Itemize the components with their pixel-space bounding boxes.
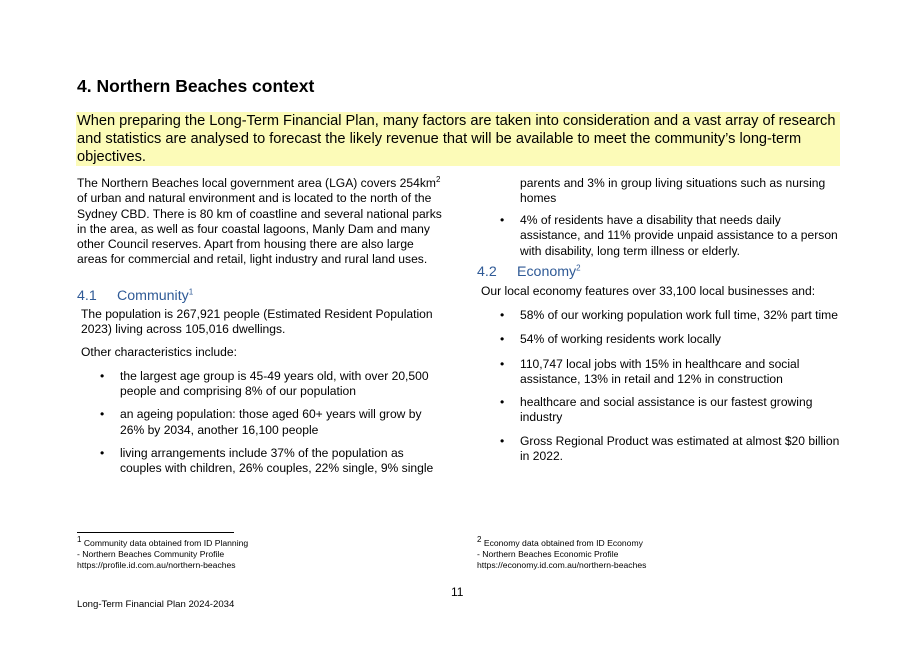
lga-text: The Northern Beaches local government area (LGA) covers 254km bbox=[77, 176, 436, 190]
list-item: • an ageing population: those aged 60+ years will grow by 26% by 2034, another 16,100 people bbox=[100, 407, 422, 437]
list-item: • healthcare and social assistance is our fastest growing industry bbox=[500, 395, 813, 425]
footnote-mark: 2 bbox=[477, 535, 482, 545]
bullet-glyph: • bbox=[500, 213, 505, 227]
bullet-glyph: • bbox=[100, 445, 105, 460]
left-bullet-list bbox=[78, 369, 443, 476]
section-4-1-heading bbox=[77, 288, 193, 304]
section-number: 4.2 bbox=[477, 264, 497, 280]
list-item: • 54% of working residents work locally bbox=[500, 332, 721, 347]
bullet-glyph: • bbox=[100, 407, 105, 422]
other-characteristics bbox=[81, 345, 441, 360]
footnote-mark: 1 bbox=[77, 535, 82, 545]
page-heading: 4. Northern Beaches context bbox=[77, 76, 315, 96]
footnote-ref-2[interactable]: 2 bbox=[576, 263, 581, 273]
bullet-glyph: • bbox=[500, 433, 505, 448]
list-item: • the largest age group is 45-49 years old, with over 20,500 people and comprising 8% of our population bbox=[100, 369, 429, 399]
population-paragraph bbox=[81, 307, 441, 338]
section-title: Community bbox=[117, 288, 189, 304]
right-top-bullet-list bbox=[478, 213, 843, 259]
bullet-glyph: • bbox=[500, 356, 505, 371]
footnote-ref-1[interactable]: 1 bbox=[188, 287, 194, 297]
lga-paragraph bbox=[77, 176, 442, 268]
footnote-link[interactable]: https://economy.id.com.au/northern-beaches bbox=[477, 560, 647, 570]
footnote-1: $^1$ Community data obtained from ID Planning - Northern Beaches Community Profile https://profile.id.com.au/northern-beaches bbox=[77, 538, 377, 571]
page-footer: Long-Term Financial Plan 2024-2034 bbox=[77, 599, 235, 610]
list-item: • living arrangements include 37% of the population as couples with children, 26% couples, 22% single, 9% single bbox=[100, 445, 434, 475]
bullet-glyph: • bbox=[500, 395, 505, 410]
economy-bullet-list bbox=[478, 308, 843, 464]
intro-paragraph: When preparing the Long-Term Financial Plan, many factors are taken into consideration and a vast array of research and statistics are analysed to forecast the likely revenue that will be available to meet the community’s long-term objectives. bbox=[77, 113, 836, 166]
section-4-2-heading bbox=[477, 264, 581, 280]
list-item: • 58% of our working population work full time, 32% part time bbox=[500, 308, 838, 322]
list-item: • 110,747 local jobs with 15% in healthcare and social assistance, 13% in retail and 12% in construction bbox=[500, 356, 800, 386]
lga-text-cont: of urban and natural environment and is located to the north of the Sydney CBD. There is 80 km of coastline and several national parks in the area, as well as four coastal lagoons, Manly Dam and many other Council reserves. Apart from housing there are also large areas for commercial and retail, light industry and rural land uses. bbox=[77, 191, 442, 267]
bullet-glyph: • bbox=[100, 369, 105, 383]
footnote-separator bbox=[77, 532, 234, 533]
economy-intro: Our local economy features over 33,100 local businesses and: bbox=[481, 284, 816, 298]
continued-text: parents and 3% in group living situations such as nursing homes bbox=[520, 176, 826, 206]
bullet-glyph: • bbox=[500, 308, 505, 322]
list-item: • Gross Regional Product was estimated at almost $20 billion in 2022. bbox=[500, 433, 840, 464]
footnote-2: $^2$ Economy data obtained from ID Economy - Northern Beaches Economic Profile https://economy.id.com.au/northern-beaches bbox=[477, 538, 777, 571]
section-title: Economy bbox=[517, 264, 577, 280]
population-text: The population is 267,921 people (Estimated Resident Population 2023) living across 105,016 dwellings. bbox=[81, 307, 433, 337]
other-text: Other characteristics include: bbox=[81, 345, 237, 359]
lga-superscript: 2 bbox=[435, 174, 441, 184]
page-number: 11 bbox=[451, 585, 464, 599]
list-item: • 4% of residents have a disability that needs daily assistance, and 11% provide unpaid assistance to a person with disability, long term illness or elderly. bbox=[500, 213, 838, 258]
section-number: 4.1 bbox=[77, 288, 97, 304]
footnote-link[interactable]: https://profile.id.com.au/northern-beaches bbox=[77, 560, 236, 570]
bullet-glyph: • bbox=[500, 332, 505, 347]
